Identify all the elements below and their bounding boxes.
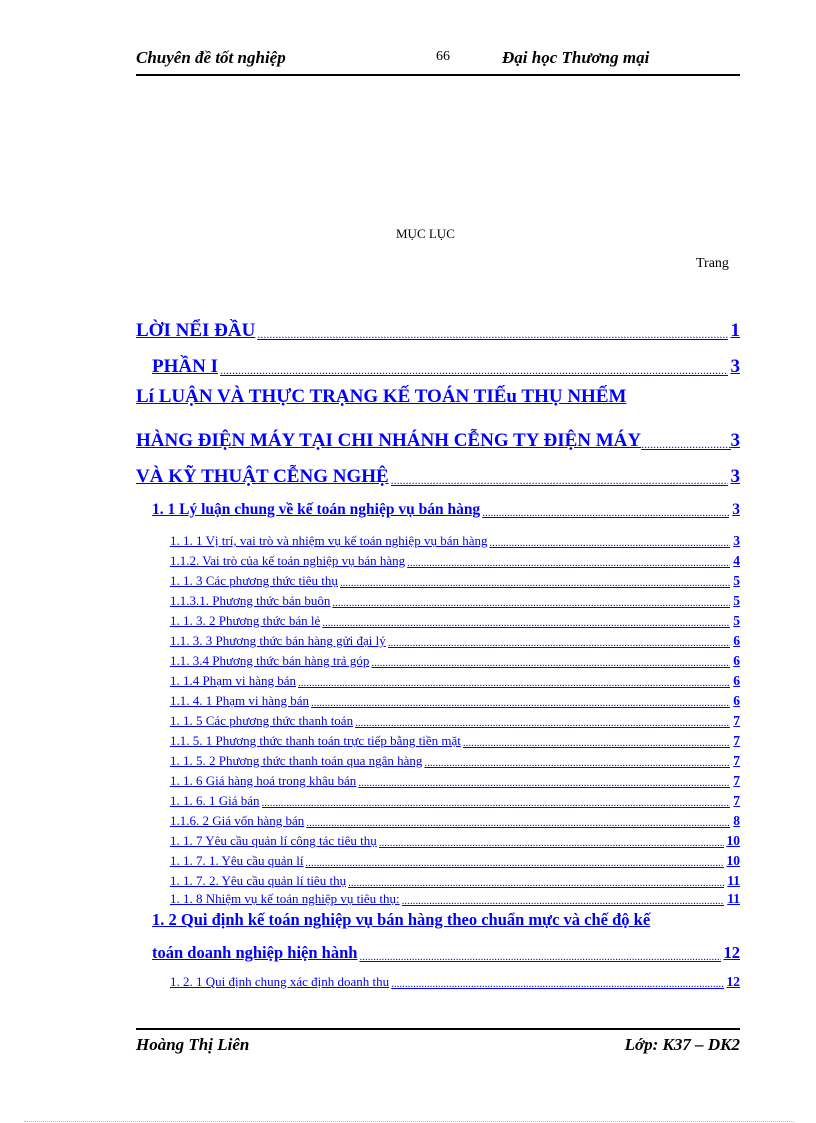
toc-entry-text: VÀ KỸ THUẬT CỄNG NGHỆ <box>136 466 389 487</box>
toc-entry-1-1-7-2[interactable] <box>170 871 740 889</box>
toc-entry-1-1-3-1[interactable] <box>170 591 740 609</box>
toc-entry-loi-noi-dau[interactable] <box>136 312 740 342</box>
footer-class: Lớp: K37 – DK2 <box>624 1035 740 1054</box>
toc-entry-text: 1.1. 3.4 Phương thức bán hàng trả góp <box>170 653 370 668</box>
toc-entry-text: 1. 1. 3. 2 Phương thức bán lẻ <box>170 613 321 628</box>
toc-leader <box>355 717 730 729</box>
toc-entry-text: 1. 1. 6. 1 Giá bán <box>170 793 260 808</box>
toc-leader <box>340 577 730 589</box>
toc-entry-page: 11 <box>727 891 740 906</box>
toc-entry-1-1-6[interactable] <box>170 771 740 789</box>
toc-entry-page: 6 <box>733 673 740 688</box>
toc-entry-part-title-line-3[interactable] <box>136 458 740 488</box>
toc-entry-1-1-4[interactable] <box>170 671 740 689</box>
toc-leader <box>463 737 730 749</box>
toc-entry-page: 6 <box>733 653 740 668</box>
toc-entry-page: 7 <box>733 733 740 748</box>
toc-title: MỤC LỤC <box>396 226 455 241</box>
toc-entry-page: 3 <box>733 533 740 548</box>
toc-entry-text: 1. 1. 5 Các phương thức thanh toán <box>170 713 354 728</box>
toc-entry-section-1-2-line-2[interactable] <box>152 939 740 963</box>
toc-entry-text: 1. 1. 5. 2 Phương thức thanh toán qua ngân hàng <box>170 753 423 768</box>
toc-entry-1-1-4-1[interactable] <box>170 691 740 709</box>
toc-leader <box>257 327 727 342</box>
toc-entry-text: 1.1.2. Vai trò của kế toán nghiệp vụ bán hàng <box>170 553 406 568</box>
toc-entry-part-title-line-2[interactable] <box>136 422 740 452</box>
toc-entry-section-1-2-line-1[interactable] <box>152 906 740 930</box>
toc-entry-text: 1.1. 3. 3 Phương thức bán hàng gửi đại lý <box>170 633 386 648</box>
toc-entry-page: 5 <box>733 573 740 588</box>
toc-entry-1-1-7[interactable] <box>170 831 740 849</box>
toc-leader <box>220 363 728 378</box>
page-footer <box>136 1028 740 1060</box>
toc-leader <box>489 537 730 549</box>
toc-entry-1-1-8[interactable] <box>170 889 740 907</box>
toc-leader <box>358 777 730 789</box>
toc-leader <box>391 473 728 488</box>
header-right-title: Đại học Thương mại <box>502 48 650 67</box>
toc-entry-1-1-7-1[interactable] <box>170 851 740 869</box>
toc-leader <box>348 877 724 889</box>
header-page-number: 66 <box>436 49 450 64</box>
toc-entry-1-1-3-2[interactable] <box>170 611 740 629</box>
toc-leader <box>305 857 723 869</box>
header-left-title: Chuyên đề tốt nghiệp <box>136 48 286 67</box>
toc-entry-1-1-6-2[interactable] <box>170 811 740 829</box>
toc-entry-page: 3 <box>730 466 740 487</box>
toc-entry-page: 11 <box>727 873 740 888</box>
toc-entry-page: 1 <box>730 320 740 341</box>
toc-entry-1-1-3-3[interactable] <box>170 631 740 649</box>
toc-entry-page: 12 <box>726 974 740 989</box>
toc-entry-text: 1.1. 4. 1 Phạm vi hàng bán <box>170 693 310 708</box>
toc-entry-text: 1.1.6. 2 Giá vốn hàng bán <box>170 813 305 828</box>
toc-entry-page: 12 <box>723 943 740 962</box>
toc-entry-page: 10 <box>726 853 740 868</box>
toc-leader <box>371 657 730 669</box>
toc-leader <box>424 757 730 769</box>
toc-leader <box>332 597 730 609</box>
toc-entry-page: 7 <box>733 753 740 768</box>
toc-entry-text: 1.1. 5. 1 Phương thức thanh toán trực tiếp bằng tiền mặt <box>170 733 461 748</box>
toc-leader <box>641 437 730 452</box>
toc-entry-page: 8 <box>733 813 740 828</box>
toc-entry-page: 5 <box>733 593 740 608</box>
page-header <box>136 48 740 76</box>
toc-leader <box>407 557 730 569</box>
toc-entry-text: 1. 2 Qui định kế toán nghiệp vụ bán hàng theo chuẩn mực và chế độ kế <box>152 910 651 929</box>
toc-entry-text: 1. 1. 3 Các phương thức tiêu thụ <box>170 573 338 588</box>
toc-entry-1-1-3[interactable] <box>170 571 740 589</box>
toc-entry-1-1-3-4[interactable] <box>170 651 740 669</box>
toc-leader <box>482 507 729 519</box>
toc-entry-text: PHẦN I <box>152 356 218 377</box>
toc-entry-page: 6 <box>733 693 740 708</box>
toc-leader <box>322 617 730 629</box>
toc-entry-1-1-5-1[interactable] <box>170 731 740 749</box>
toc-entry-text: 1. 1 Lý luận chung về kế toán nghiệp vụ bán hàng <box>152 501 481 518</box>
toc-entry-1-1-6-1[interactable] <box>170 791 740 809</box>
toc-leader <box>311 697 730 709</box>
toc-entry-1-1-1[interactable] <box>170 531 740 549</box>
toc-entry-page: 3 <box>732 501 740 518</box>
toc-leader <box>388 637 730 649</box>
toc-entry-text: 1. 1. 7. 2. Yêu cầu quản lí tiêu thụ <box>170 873 347 888</box>
toc-entry-page: 10 <box>726 833 740 848</box>
toc-entry-page: 7 <box>733 773 740 788</box>
toc-entry-page: 4 <box>733 553 740 568</box>
toc-entry-page: 6 <box>733 633 740 648</box>
toc-leader <box>379 837 724 849</box>
page-bottom-divider <box>24 1121 794 1122</box>
toc-entry-text: 1. 1. 7. 1. Yêu cầu quản lí <box>170 853 304 868</box>
toc-entry-page: 7 <box>733 793 740 808</box>
toc-entry-page: 7 <box>733 713 740 728</box>
toc-entry-text: LỜI NỂI ĐẦU <box>136 320 256 341</box>
toc-entry-text: 1. 2. 1 Qui định chung xác định doanh thu <box>170 974 390 989</box>
toc-entry-text: toán doanh nghiệp hiện hành <box>152 943 358 962</box>
toc-leader <box>359 951 720 963</box>
toc-entry-page: 3 <box>730 356 740 377</box>
toc-entry-1-1-2[interactable] <box>170 551 740 569</box>
toc-entry-text: 1.1.3.1. Phương thức bán buôn <box>170 593 331 608</box>
toc-entry-text: 1. 1. 7 Yêu cầu quản lí công tác tiêu thụ <box>170 833 377 848</box>
toc-leader <box>262 797 731 809</box>
toc-leader <box>306 817 730 829</box>
toc-entry-part-title-line-1[interactable]: Lí LUẬN VÀ THỰC TRẠNG KẾ TOÁN TIẾu THỤ NHẾM <box>136 386 627 407</box>
toc-entry-phan-1[interactable] <box>152 348 740 378</box>
toc-entry-text: 1. 1. 8 Nhiệm vụ kế toán nghiệp vụ tiêu thụ: <box>170 891 400 906</box>
toc-entry-1-1-5-2[interactable] <box>170 751 740 769</box>
toc-entry-section-1-1[interactable] <box>152 497 740 519</box>
footer-author: Hoàng Thị Liên <box>136 1035 250 1054</box>
toc-entry-page: 3 <box>730 430 740 451</box>
toc-entry-page: 5 <box>733 613 740 628</box>
toc-entry-1-1-5[interactable] <box>170 711 740 729</box>
toc-entry-text: 1. 1.4 Phạm vi hàng bán <box>170 673 297 688</box>
toc-leader <box>391 978 723 990</box>
toc-entry-text: HÀNG ĐIỆN MÁY TẠI CHI NHÁNH CỄNG TY ĐIỆN MÁY <box>136 430 642 451</box>
toc-leader <box>298 677 730 689</box>
toc-entry-1-2-1[interactable] <box>170 972 740 990</box>
page-column-label: Trang <box>696 256 729 271</box>
toc-entry-text: 1. 1. 6 Giá hàng hoá trong khâu bán <box>170 773 357 788</box>
toc-entry-text: 1. 1. 1 Vị trí, vai trò và nhiệm vụ kế toán nghiệp vụ bán hàng <box>170 533 488 548</box>
